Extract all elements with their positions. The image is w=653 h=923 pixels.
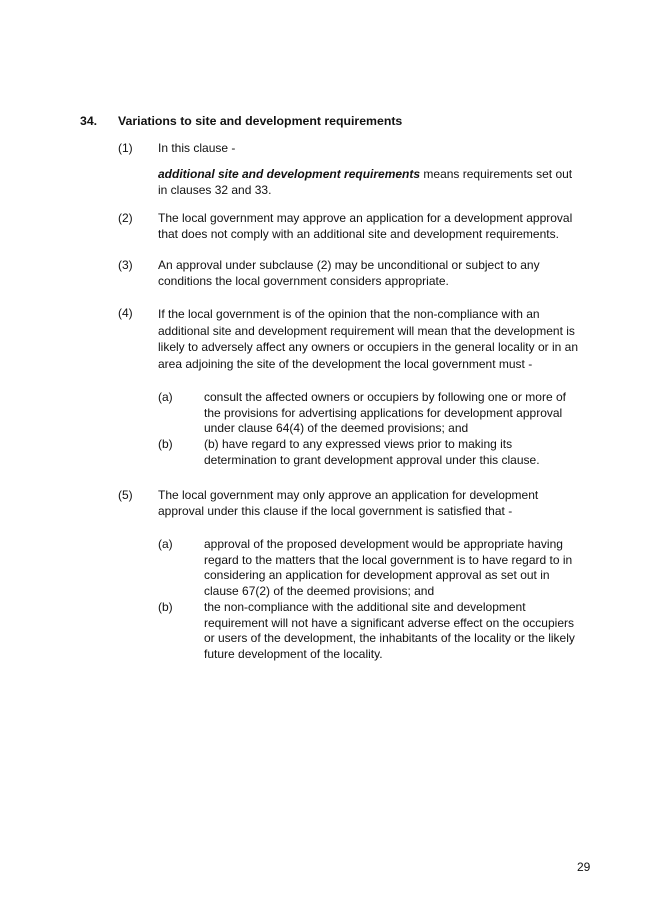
definition-term: additional site and development requirements [158,167,421,181]
subclause-5-paragraph-b [158,600,588,662]
subclause-1-text: In this clause - [158,141,236,155]
subclause-3 [118,258,588,289]
subclause-5-label: (5) [118,488,133,502]
subclause-5a-text: approval of the proposed development would be appropriate having regard to the matters that the local government is to have regard to in considering an application for development approval as set out in clause 67(2) of the deemed provisions; and [204,537,573,598]
subclause-5-paragraph-a [158,537,588,599]
subclause-4a-label: (a) [158,390,173,404]
clause-title: Variations to site and development requirements [118,114,403,128]
subclause-2-text: The local government may approve an application for a development approval that does not comply with an additional site and development requirements. [158,211,573,241]
definition [158,167,578,198]
subclause-4-text: If the local government is of the opinion that the non-compliance with an additional site and development requirement will mean that the development is likely to adversely affect any owners or occupiers in the general locality or in an area adjoining the site of the development the local government must - [158,307,578,371]
subclause-5b-text: the non-compliance with the additional site and development requirement will not have a significant adverse effect on the occupiers or users of the development, the inhabitants of the locality or the likely future development of the locality. [204,600,575,661]
subclause-4-paragraph-a [158,390,588,437]
subclause-1 [118,141,588,157]
subclause-2-label: (2) [118,211,133,225]
subclause-4 [118,306,588,372]
definition-meaning: means requirements set out in clauses 32 and 33. [158,167,573,197]
subclause-4b-label: (b) [158,437,173,451]
subclause-4b-text: (b) have regard to any expressed views prior to making its determination to grant development approval under this clause. [204,437,540,467]
subclause-3-label: (3) [118,258,133,272]
subclause-1-label: (1) [118,141,133,155]
page-number: 29 [577,860,591,874]
subclause-5a-label: (a) [158,537,173,551]
clause-heading [80,114,402,130]
subclause-5 [118,488,588,519]
subclause-4a-text: consult the affected owners or occupiers by following one or more of the provisions for advertising applications for development approval under clause 64(4) of the deemed provisions; and [204,390,566,436]
subclause-5b-label: (b) [158,600,173,614]
clause-number: 34. [80,114,98,128]
subclause-4-paragraph-b [158,437,588,468]
subclause-2 [118,211,588,242]
subclause-4-label: (4) [118,306,133,320]
subclause-5-text: The local government may only approve an application for development approval under this clause if the local government is satisfied that - [158,488,539,518]
subclause-3-text: An approval under subclause (2) may be unconditional or subject to any conditions the local government considers appropriate. [158,258,540,288]
